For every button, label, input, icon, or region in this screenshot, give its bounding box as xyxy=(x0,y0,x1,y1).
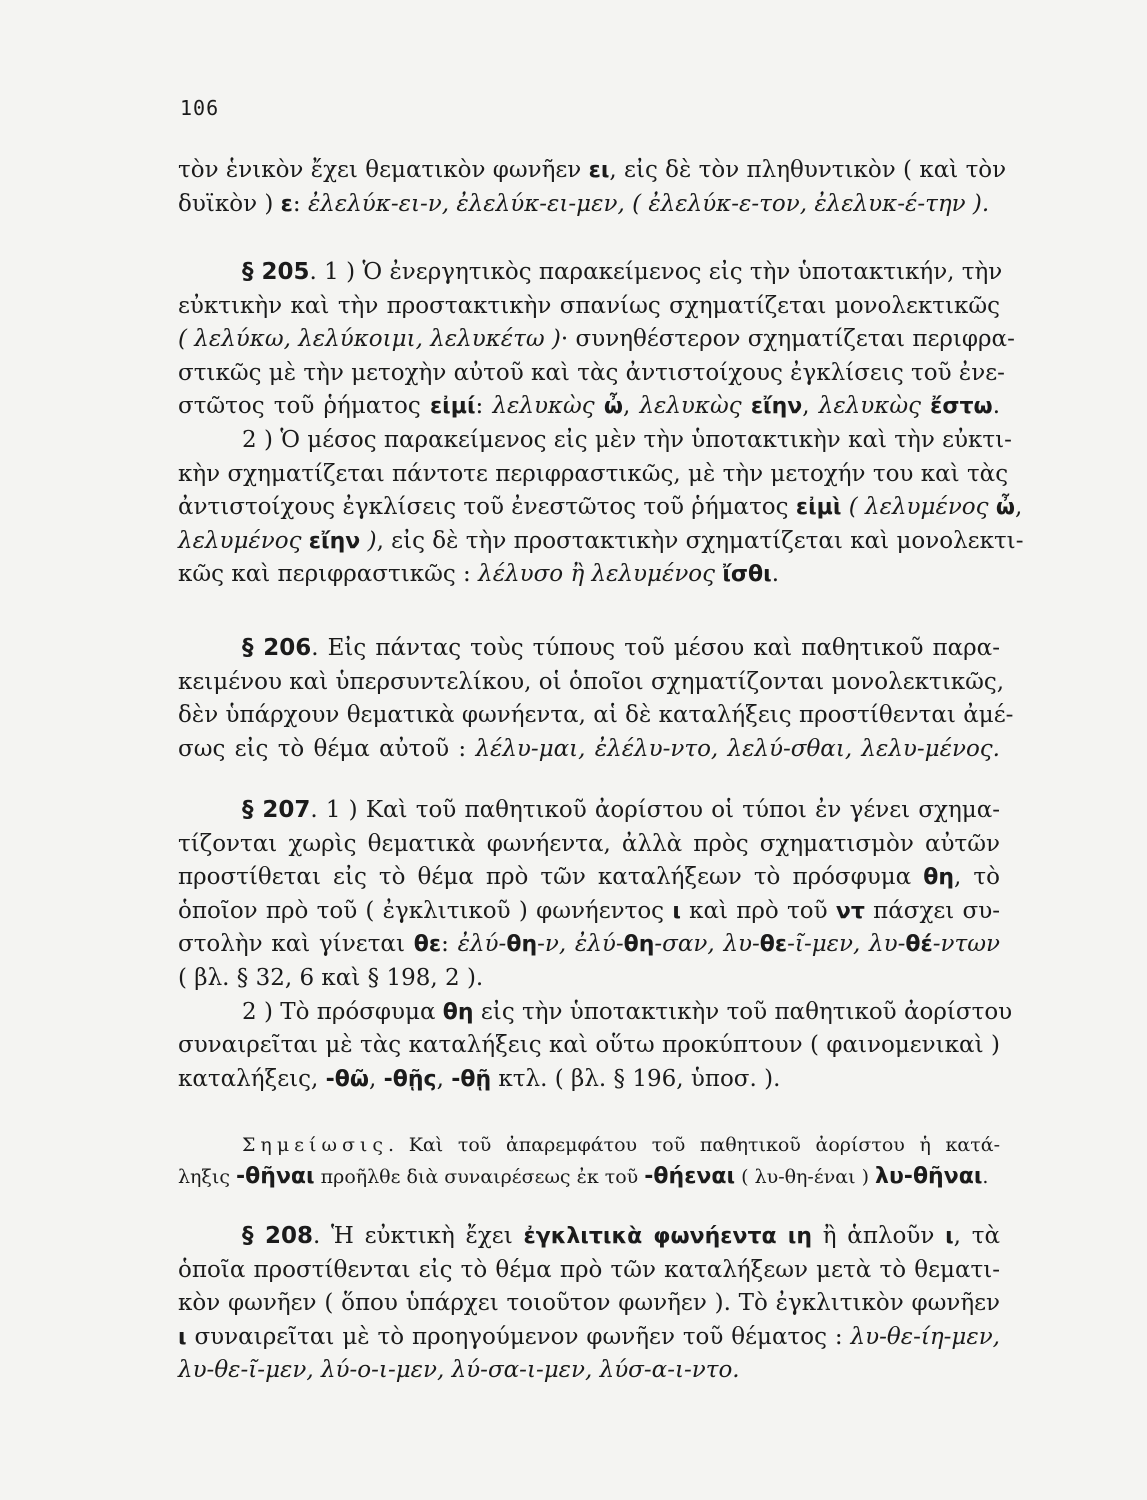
text-line xyxy=(178,861,1000,895)
italic-example: λελυκὼς xyxy=(818,393,931,420)
text-run: ( λυ-θη-έναι ) xyxy=(735,1166,876,1188)
bold-form: ι xyxy=(672,898,681,924)
bold-form: -θῇ xyxy=(451,1066,492,1092)
text-run: : xyxy=(441,931,458,958)
text-run: , τὸ xyxy=(954,864,1000,891)
note-label: Σημείωσις xyxy=(242,1134,389,1156)
text-run: πάσχει συ- xyxy=(864,897,1001,924)
text-run: . xyxy=(992,393,1000,420)
text-run: ληξις xyxy=(178,1166,237,1188)
italic-example: λυ-θε-ῖ-μεν, λύ-ο-ι-μεν, λύ-σα-ι-μεν, λύσ-α-ι-ντο. xyxy=(178,1357,740,1384)
text-run: εἰς τὴν ὑποτακτικὴν τοῦ παθητικοῦ ἀορίστου xyxy=(473,998,1013,1025)
text-line xyxy=(178,632,1000,666)
text-line xyxy=(178,794,1000,828)
bold-form: θε xyxy=(413,932,442,958)
text-line xyxy=(178,424,1012,458)
italic-example: -ν, ἐλύ- xyxy=(537,931,624,958)
text-run: κὸν φωνῆεν ( ὅπου ὑπάρχει τοιοῦτον φωνῆεν ). Τὸ ἐγκλιτικὸν φωνῆεν xyxy=(178,1290,1000,1317)
bold-form: ἐγκλιτικὰ φωνήεντα ιη xyxy=(523,1224,813,1249)
text-line xyxy=(178,928,1000,962)
bold-form: ἔστω xyxy=(930,394,993,420)
text-line xyxy=(178,1063,1000,1097)
text-run: στολὴν καὶ γίνεται xyxy=(178,931,414,958)
text-run: . Καὶ τοῦ ἀπαρεμφάτου τοῦ παθητικοῦ ἀορίστου ἡ κατά- xyxy=(388,1134,1000,1156)
section-number: § 205 xyxy=(242,259,310,285)
text-run: ἀντιστοίχους ἐγκλίσεις τοῦ ἐνεστῶτος τοῦ ῥήματος xyxy=(178,494,796,521)
section-208 xyxy=(178,1220,1000,1388)
section-number: § 208 xyxy=(242,1223,313,1249)
bold-form: εἴην xyxy=(308,528,361,554)
bold-form: ι xyxy=(178,1324,187,1350)
text-line xyxy=(178,525,1024,559)
text-line xyxy=(178,323,1015,357)
bold-form: λυ-θῆναι xyxy=(875,1164,983,1189)
text-run: κτλ. ( βλ. § 196, ὑποσ. ). xyxy=(491,1065,781,1092)
text-run: , xyxy=(436,1065,452,1092)
text-run: σως εἰς τὸ θέμα αὐτοῦ : xyxy=(178,735,476,762)
text-run: καταλήξεις, xyxy=(178,1065,326,1092)
italic-example: -ντων xyxy=(932,931,1000,958)
bold-form: ι xyxy=(945,1224,954,1249)
text-line xyxy=(178,1029,1000,1063)
text-line xyxy=(178,895,1000,929)
text-line xyxy=(178,1287,1000,1321)
text-run: , εἰς δὲ τὴν προστακτικὴν σχηματίζεται καὶ μονολεκτι- xyxy=(376,527,1024,554)
text-run: εὐκτικὴν καὶ τὴν προστακτικὴν σπανίως σχηματίζεται μονολεκτικῶς xyxy=(178,292,1000,319)
italic-example: ἐλύ- xyxy=(457,931,507,958)
text-line xyxy=(178,390,1000,424)
text-run: κειμένου καὶ ὑπερσυντελίκου, οἱ ὁποῖοι σχηματίζονται μονολεκτικῶς, xyxy=(178,668,1005,695)
italic-example: λυ-θε-ίη-μεν, xyxy=(850,1323,1000,1350)
text-line xyxy=(178,1321,1000,1355)
text-run: . xyxy=(771,561,780,588)
section-number: § 206 xyxy=(242,635,312,661)
bold-form: ἴσθι xyxy=(722,562,772,588)
italic-example: ( λελυμένος xyxy=(841,494,996,521)
italic-example: λέλυ-μαι, ἐλέλυ-ντο, λελύ-σθαι, λελυ-μένος. xyxy=(475,735,1000,762)
page-number: 106 xyxy=(180,96,220,120)
bold-form: θη xyxy=(923,865,955,891)
text-run: συναιρεῖται μὲ τὸ προηγούμενον φωνῆεν τοῦ θέματος : xyxy=(186,1323,851,1350)
text-run: . 1 ) Ὁ ἐνεργητικὸς παρακείμενος εἰς τὴν ὑποτακτικήν, τὴν xyxy=(309,259,1003,285)
italic-example: ( λελύκω, λελύκοιμι, λελυκέτω ) xyxy=(178,326,561,353)
text-line xyxy=(178,256,1003,290)
bold-form: εἴην xyxy=(750,394,803,420)
paragraph-continuation xyxy=(178,154,1007,221)
text-run: 2 ) Ὁ μέσος παρακείμενος εἰς μὲν τὴν ὑποτακτικὴν καὶ τὴν εὐκτι- xyxy=(242,426,1012,453)
text-line xyxy=(178,1220,1000,1254)
text-run: δὲν ὑπάρχουν θεματικὰ φωνήεντα, αἱ δὲ καταλήξεις προστίθενται ἀμέ- xyxy=(178,702,1014,729)
text-run: ( βλ. § 32, 6 καὶ § 198, 2 ). xyxy=(178,964,484,991)
text-line xyxy=(178,733,1000,767)
italic-example: λέλυσο ἢ λελυμένος xyxy=(478,561,723,588)
italic-example: -ῖ-μεν, λυ- xyxy=(787,931,906,958)
italic-example: ) xyxy=(360,527,377,554)
text-run: τίζονται χωρὶς θεματικὰ φωνήεντα, ἀλλὰ πρὸς σχηματισμὸν αὐτῶν xyxy=(178,830,1000,857)
bold-form: ντ xyxy=(835,898,865,924)
text-line xyxy=(178,1161,1000,1192)
bold-form: ὦ xyxy=(603,394,623,420)
text-line xyxy=(178,962,1000,996)
text-run: στικῶς μὲ τὴν μετοχὴν αὐτοῦ καὶ τὰς ἀντιστοίχους ἐγκλίσεις τοῦ ἐνε- xyxy=(178,359,1005,386)
text-run: ἢ ἁπλοῦν xyxy=(812,1223,946,1249)
text-line xyxy=(178,1254,1000,1288)
bold-form: εἰμί xyxy=(429,394,476,420)
text-run: 2 ) Τὸ πρόσφυμα xyxy=(242,998,443,1025)
bold-form: -θῶ xyxy=(325,1066,369,1092)
text-run: , εἰς δὲ τὸν πληθυντικὸν ( καὶ τὸν xyxy=(609,157,1007,183)
section-207 xyxy=(178,794,1013,1096)
text-line xyxy=(178,558,1000,592)
text-run: προῆλθε διὰ συναιρέσεως ἐκ τοῦ xyxy=(314,1166,645,1188)
bold-form: -θήεναι xyxy=(644,1164,736,1189)
text-line xyxy=(178,699,1014,733)
text-run: , τὰ xyxy=(953,1223,1000,1249)
italic-example: λελυκὼς xyxy=(639,393,751,420)
bold-form: ει xyxy=(588,158,610,183)
text-line xyxy=(178,666,1005,700)
italic-example: ἐλελύκ-ει-ν, ἐλελύκ-ει-μεν, ( ἐλελύκ-ε-τον, ἐλελυκ-έ-την ). xyxy=(307,190,990,217)
bold-form: θέ xyxy=(905,932,933,958)
text-line xyxy=(178,290,1000,324)
text-run: ὁποῖον πρὸ τοῦ ( ἐγκλιτικοῦ ) φωνήεντος xyxy=(178,897,673,924)
note-block xyxy=(178,1130,1000,1192)
text-line xyxy=(178,458,1009,492)
text-run: . xyxy=(982,1166,989,1188)
bold-form: -θῆναι xyxy=(236,1164,315,1189)
section-205 xyxy=(178,256,1024,592)
text-line xyxy=(178,996,1013,1030)
text-run: κῶς καὶ περιφραστικῶς : xyxy=(178,561,479,588)
text-run: : xyxy=(292,190,308,217)
text-line xyxy=(178,828,1000,862)
bold-form: θε xyxy=(759,932,788,958)
text-line xyxy=(178,1130,1000,1161)
bold-form: -θῇς xyxy=(383,1066,437,1092)
section-number: § 207 xyxy=(242,797,311,823)
text-run: : xyxy=(475,393,493,420)
text-run: . Εἰς πάντας τοὺς τύπους τοῦ μέσου καὶ παθητικοῦ παρα- xyxy=(311,635,1000,661)
section-206 xyxy=(178,632,1014,766)
text-line xyxy=(178,491,1023,525)
text-run: στῶτος τοῦ ῥήματος xyxy=(178,393,430,420)
italic-example: λελυκὼς xyxy=(492,393,604,420)
text-run: κὴν σχηματίζεται πάντοτε περιφραστικῶς, μὲ τὴν μετοχήν του καὶ τὰς xyxy=(178,460,1009,487)
text-line xyxy=(178,1354,1000,1388)
bold-form: θη xyxy=(506,932,538,958)
text-run: , xyxy=(1014,494,1023,521)
italic-example: -σαν, λυ- xyxy=(654,931,760,958)
text-line xyxy=(178,357,1005,391)
bold-form: ὦ xyxy=(995,495,1015,521)
bold-form: ε xyxy=(280,191,293,217)
text-line xyxy=(178,188,1000,222)
text-run: , xyxy=(622,393,640,420)
text-run: . Ἡ εὐκτικὴ ἔχει xyxy=(312,1223,524,1249)
text-run: , xyxy=(369,1065,384,1092)
text-run: συναιρεῖται μὲ τὰς καταλήξεις καὶ οὕτω προκύπτουν ( φαινομενικαὶ ) xyxy=(178,1032,1000,1059)
text-run: καὶ πρὸ τοῦ xyxy=(680,897,836,924)
text-line xyxy=(178,154,1007,188)
text-run: . 1 ) Καὶ τοῦ παθητικοῦ ἀορίστου οἱ τύποι ἐν γένει σχημα- xyxy=(310,797,1000,823)
text-run: δυϊκὸν ) xyxy=(178,190,281,217)
text-run: · συνηθέστερον σχηματίζεται περιφρα- xyxy=(560,326,1015,353)
italic-example: λελυμένος xyxy=(178,527,309,554)
text-run: τὸν ἑνικὸν ἔχει θεματικὸν φωνῆεν xyxy=(178,157,589,183)
bold-form: θη xyxy=(623,932,655,958)
bold-form: εἰμὶ xyxy=(795,495,842,521)
text-run: προστίθεται εἰς τὸ θέμα πρὸ τῶν καταλήξεων τὸ πρόσφυμα xyxy=(178,864,924,891)
bold-form: θη xyxy=(442,999,474,1025)
text-run: , xyxy=(802,393,819,420)
text-run: ὁποῖα προστίθενται εἰς τὸ θέμα πρὸ τῶν καταλήξεων μετὰ τὸ θεματι- xyxy=(178,1256,1000,1283)
